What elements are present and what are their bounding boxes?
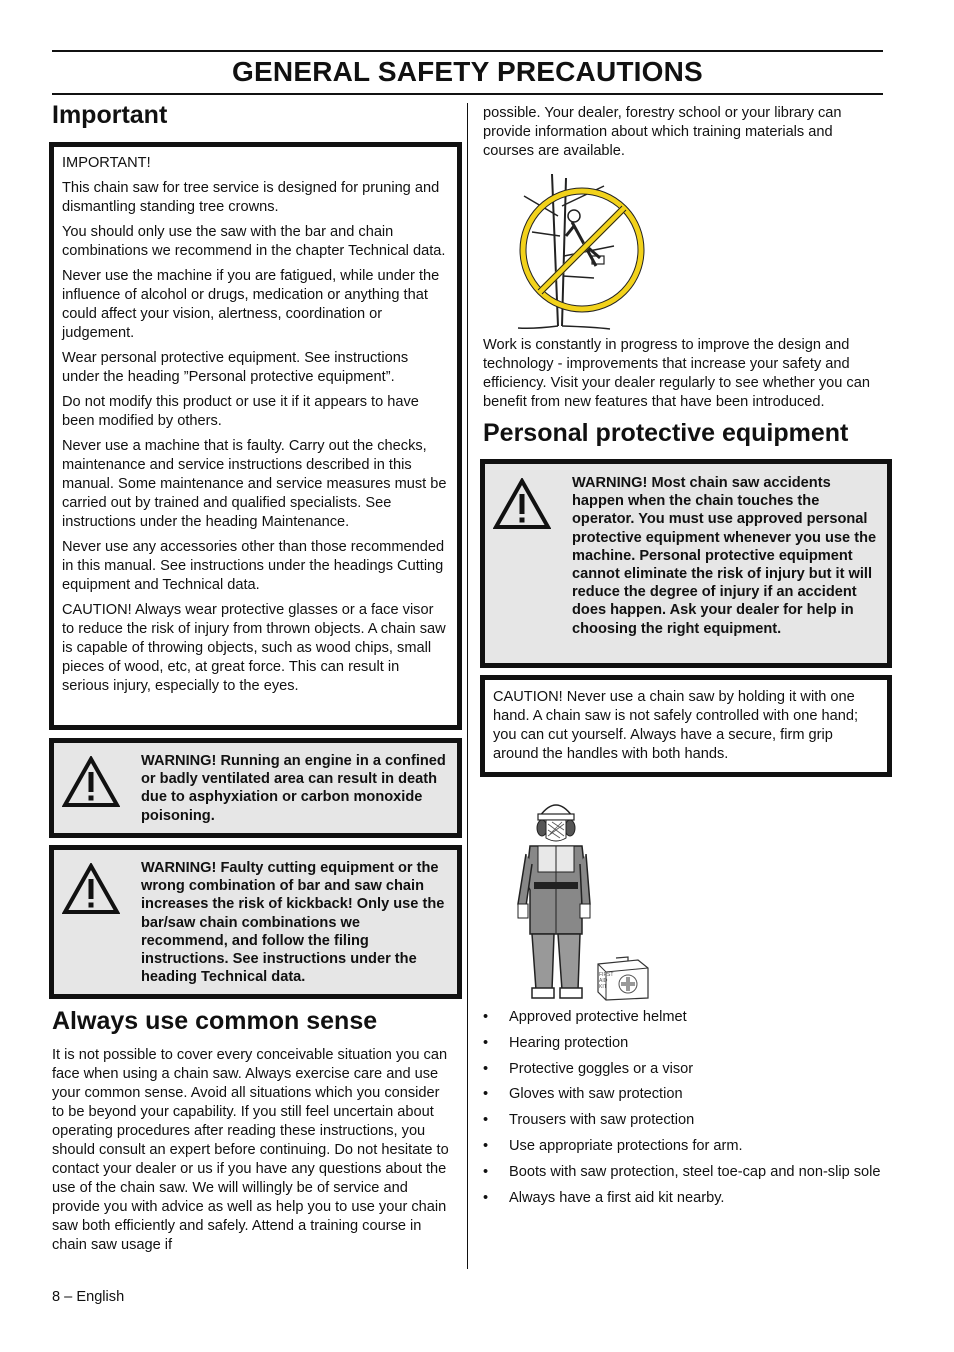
list-item: • Use appropriate protections for arm. <box>483 1137 883 1156</box>
page-title: GENERAL SAFETY PRECAUTIONS <box>232 56 703 87</box>
ppe-warning-box <box>480 459 892 668</box>
training-continued-text: possible. Your dealer, forestry school or your library can provide information about which training materials and courses are available. <box>483 105 842 159</box>
warning-triangle-icon <box>62 752 122 825</box>
ppe-heading: Personal protective equipment <box>483 419 849 447</box>
warning-text: WARNING! Faulty cutting equipment or the wrong combination of bar and saw chain increases the risk of kickback! Only use the bar/saw chain combinations we recommend, and follow the filing instructions. See instructions under the heading Technical data. <box>141 860 445 986</box>
list-item: • Approved protective helmet <box>483 1008 883 1027</box>
header-rule-bottom <box>52 93 883 95</box>
first-aid-label: KIT <box>599 984 607 990</box>
list-item: • Trousers with saw protection <box>483 1111 883 1130</box>
first-aid-kit-icon <box>594 952 650 1002</box>
warning-box-cutting-equipment <box>49 845 462 999</box>
warning-box-ventilation <box>49 738 462 838</box>
important-para: Never use the machine if you are fatigued, while under the influence of alcohol or drugs, medication or anything that could affect your vision, alertness, coordination or judgement. <box>62 268 440 341</box>
common-sense-text: It is not possible to cover every conceivable situation you can face when using a chain saw. Always exercise care and use your common sense. Avoid all situations which you consider to be beyond your capability. If you still feel uncertain about operating procedures after reading these instructions, you should consult an expert before continuing. Do not hesitate to contact your dealer or us if you have any questions about the use of the chain saw. We will willingly be of service and provide you with advice as well as help you to use your chain saw both efficiently and safely. Attend a training course in chain saw usage if <box>52 1047 449 1253</box>
header-rule-top <box>52 50 883 52</box>
first-aid-label: AID <box>599 978 608 984</box>
warning-triangle-icon <box>62 859 122 986</box>
ppe-list <box>483 1008 883 1214</box>
important-para: IMPORTANT! <box>62 155 151 171</box>
list-item: • Hearing protection <box>483 1034 883 1053</box>
list-item: • Protective goggles or a visor <box>483 1060 883 1079</box>
important-para: CAUTION! Always wear protective glasses or a face visor to reduce the risk of injury from thrown objects. A chain saw is capable of throwing objects, such as wood chips, small pieces of wood, etc, at great force. This can result in serious injury, especially to the eyes. <box>62 602 446 694</box>
warning-text: WARNING! Most chain saw accidents happen when the chain touches the operator. You must use approved personal protective equipment whenever you use the machine. Personal protective equipment cannot eliminate the risk of injury but it will reduce the degree of injury if an accident does happen. Ask your dealer for help in choosing the right equipment. <box>572 475 877 637</box>
important-box <box>49 142 462 730</box>
important-para: Never use a machine that is faulty. Carry out the checks, maintenance and service instructions described in this manual. Some maintenance and service measures must be carried out by trained and qualified specialists. See instructions under the heading Maintenance. <box>62 438 447 530</box>
first-aid-label: FIRST <box>599 972 614 978</box>
caution-text: CAUTION! Never use a chain saw by holding it with one hand. A chain saw is not safely controlled with one hand; you can cut yourself. Always have a secure, firm grip around the handles with both hands. <box>493 689 859 762</box>
important-para: Do not modify this product or use it if it appears to have been modified by others. <box>62 394 419 429</box>
important-para: Never use any accessories other than those recommended in this manual. See instructions under the headings Cutting equipment and Technical data. <box>62 539 445 593</box>
important-para: You should only use the saw with the bar and chain combinations we recommend in the chapter Technical data. <box>62 224 446 259</box>
no-climbing-sign <box>514 166 654 334</box>
improvement-text: Work is constantly in progress to improve the design and technology - improvements that increase your safety and efficiency. Visit your dealer regularly to see whether you can benefit from new features that have been introduced. <box>483 337 870 410</box>
important-para: This chain saw for tree service is designed for pruning and dismantling standing tree crowns. <box>62 180 440 215</box>
important-heading: Important <box>52 101 168 129</box>
common-sense-heading: Always use common sense <box>52 1007 378 1035</box>
column-divider <box>467 103 468 1269</box>
warning-triangle-icon <box>493 474 553 638</box>
list-item: • Gloves with saw protection <box>483 1085 883 1104</box>
important-para: Wear personal protective equipment. See instructions under the heading ”Personal protective equipment”. <box>62 350 409 385</box>
warning-text: WARNING! Running an engine in a confined or badly ventilated area can result in death due to asphyxiation or carbon monoxide poisoning. <box>141 753 446 824</box>
list-item: • Boots with saw protection, steel toe-cap and non-slip sole <box>483 1163 883 1182</box>
page-number: 8 – English <box>52 1289 125 1305</box>
list-item: • Always have a first aid kit nearby. <box>483 1189 883 1208</box>
ppe-caution-box <box>480 675 892 777</box>
important-text <box>62 154 447 696</box>
